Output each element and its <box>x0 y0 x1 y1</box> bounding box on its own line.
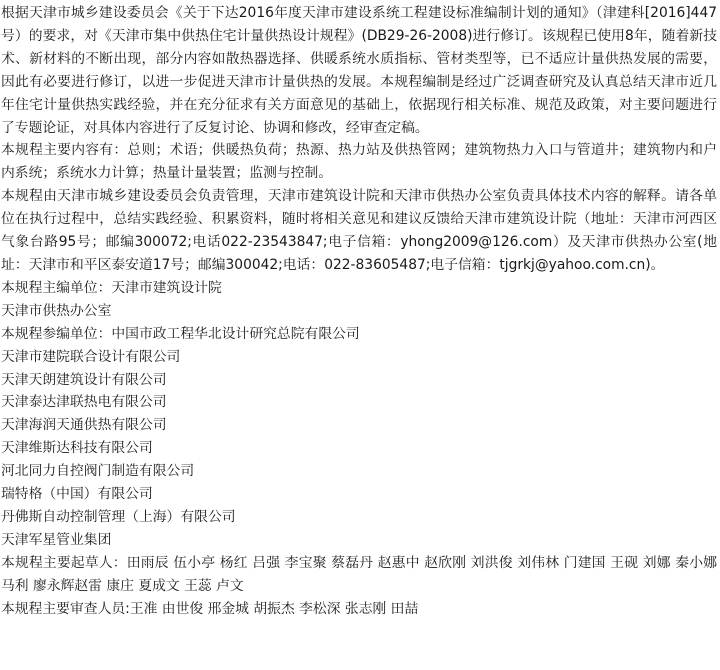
participating-unit-heading: 本规程参编单位：中国市政工程华北设计研究总院有限公司 <box>1 325 360 342</box>
reviewers-line: 本规程主要审查人员:王准 由世俊 邢金城 胡振杰 李松深 张志刚 田喆 <box>1 600 419 617</box>
participating-unit: 天津天朗建筑设计有限公司 <box>1 371 167 388</box>
participating-unit: 天津军星管业集团 <box>1 531 112 548</box>
participating-unit: 丹佛斯自动控制管理（上海）有限公司 <box>1 508 236 525</box>
drafters-paragraph: 本规程主要起草人：田雨辰 伍小亭 杨红 吕强 李宝聚 蔡磊丹 赵惠中 赵欣刚 刘洪俊 刘伟林 门建国 王砚 刘娜 秦小娜 马利 廖永辉赵雷 康庄 夏成文 王蕊 卢文 <box>1 554 717 594</box>
chief-editor-unit-second: 天津市供热办公室 <box>1 302 112 319</box>
management-paragraph: 本规程由天津市城乡建设委员会负责管理，天津市建筑设计院和天津市供热办公室负责具体技术内容的解释。请各单位在执行过程中，总结实践经验、积累资料，随时将相关意见和建议反馈给天津市建筑设计院（地址：天津市河西区气象台路95号；邮编300072;电话022-23543847;电子信箱：yhong2009@126.com）及天津市供热办公室(地址：天津市和平区泰安道17号；邮编300042;电话：022-83605487;电子信箱：tjgrkj@yahoo.com.cn)。 <box>1 188 717 273</box>
participating-unit: 天津海润天通供热有限公司 <box>1 417 167 434</box>
participating-unit: 河北同力自控阀门制造有限公司 <box>1 463 195 480</box>
contents-paragraph: 本规程主要内容有：总则；术语；供暖热负荷；热源、热力站及供热管网；建筑物热力入口与管道井；建筑物内和户内系统；系统水力计算；热量计量装置；监测与控制。 <box>1 142 717 182</box>
participating-unit: 天津市建院联合设计有限公司 <box>1 348 181 365</box>
participating-unit: 天津维斯达科技有限公司 <box>1 440 153 457</box>
participating-unit: 瑞特格（中国）有限公司 <box>1 486 153 503</box>
chief-editor-unit: 本规程主编单位：天津市建筑设计院 <box>1 279 222 296</box>
participating-unit: 天津泰达津联热电有限公司 <box>1 394 167 411</box>
intro-paragraph: 根据天津市城乡建设委员会《关于下达2016年度天津市建设系统工程建设标准编制计划的通知》（津建科[2016]447号）的要求，对《天津市集中供热住宅计量供热设计规程》(DB29-26-2008)进行修订。该规程已使用8年，随着新技术、新材料的不断出现，部分内容如散热器选择、供暖系统水质指标、管材类型等，已不适应计量供热发展的需要，因此有必要进行修订，以进一步促进天津市计量供热的发展。本规程编制是经过广泛调查研究及认真总结天津市近几年住宅计量供热实践经验，并在充分征求有关方面意见的基础上，依据现行相关标准、规范及政策，对主要问题进行了专题论证，对具体内容进行了反复讨论、协调和修改，经审查定稿。 <box>1 5 717 136</box>
